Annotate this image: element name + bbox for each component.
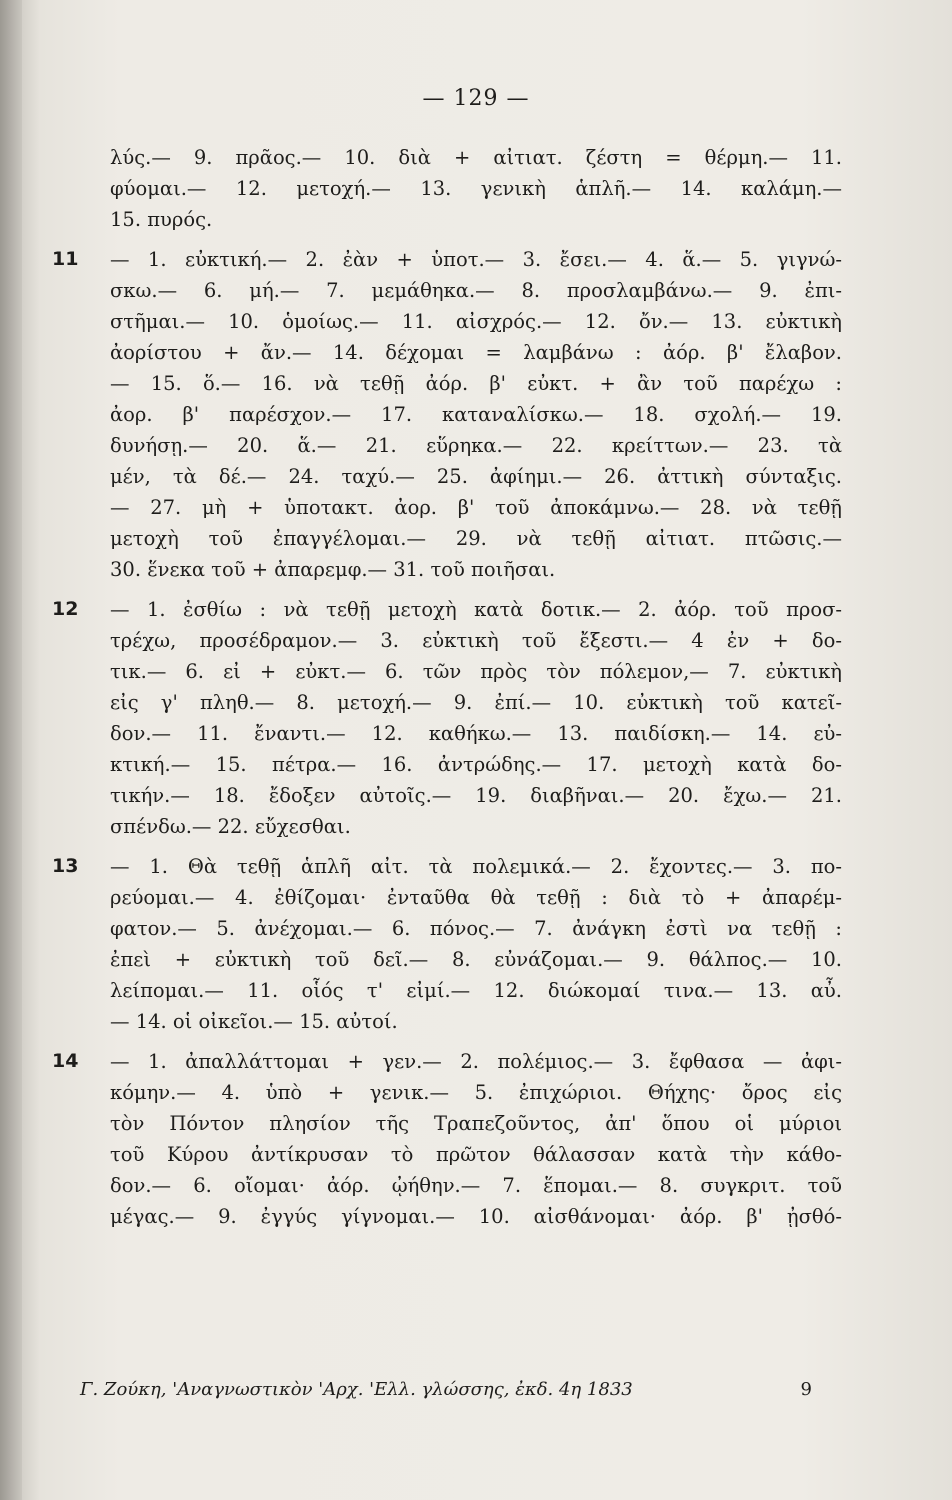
section-13 [52, 851, 842, 1037]
text-line: λύς.— 9. πρᾶος.— 10. διὰ + αἰτιατ. ζέστη = θέρμη.— 11. [110, 146, 842, 169]
text-line: — 27. μὴ + ὑποτακτ. ἀορ. β' τοῦ ἀποκάμνω.— 28. νὰ τεθῇ [110, 496, 842, 519]
section-14 [52, 1046, 842, 1232]
text-line: τικήν.— 18. ἔδοξεν αὐτοῖς.— 19. διαβῆναι.— 20. ἔχω.— 21. [110, 784, 842, 807]
text-line: εἰς γ' πληθ.— 8. μετοχή.— 9. ἐπί.— 10. εὐκτικὴ τοῦ κατεῖ- [110, 691, 842, 714]
text-line: στῆμαι.— 10. ὁμοίως.— 11. αἰσχρός.— 12. ὄν.— 13. εὐκτικὴ [110, 310, 842, 333]
section-12 [52, 594, 842, 842]
text-line: τὸν Πόντον πλησίον τῆς Τραπεζοῦντος, ἀπ' ὅπου οἱ μύριοι [110, 1112, 842, 1135]
text-line: κόμην.— 4. ὑπὸ + γενικ.— 5. ἐπιχώριοι. Θήχης· ὄρος εἰς [110, 1081, 842, 1104]
page-footer [80, 1374, 812, 1405]
text-line: κτική.— 15. πέτρα.— 16. ἀντρώδης.— 17. μετοχὴ κατὰ δο- [110, 753, 842, 776]
text-line: φύομαι.— 12. μετοχή.— 13. γενικὴ ἁπλῆ.— 14. καλάμη.— [110, 177, 842, 200]
text-line: ἐπεὶ + εὐκτικὴ τοῦ δεῖ.— 8. εὐνάζομαι.— 9. θάλπος.— 10. [110, 948, 842, 971]
text-line: δον.— 11. ἔναντι.— 12. καθήκω.— 13. παιδίσκη.— 14. εὐ- [110, 722, 842, 745]
section-number: 14 [52, 1050, 79, 1072]
text-line: — 1. Θὰ τεθῇ ἁπλῆ αἰτ. τὰ πολεμικά.— 2. ἔχοντες.— 3. πο- [110, 855, 842, 878]
footer-signature: Γ. Ζούκη, 'Αναγνωστικὸν 'Αρχ. 'Ελλ. γλώσσης, ἐκδ. 4η 1833 [80, 1379, 633, 1400]
text-line: μέγας.— 9. ἐγγύς γίγνομαι.— 10. αἰσθάνομαι· ἀόρ. β' ᾐσθό- [110, 1205, 842, 1228]
text-line: 30. ἕνεκα τοῦ + ἀπαρεμφ.— 31. τοῦ ποιῆσαι. [110, 558, 556, 581]
section-11 [52, 244, 842, 585]
text-line: ἀορίστου + ἄν.— 14. δέχομαι = λαμβάνω : ἀόρ. β' ἔλαβον. [110, 341, 842, 364]
text-line: φατον.— 5. ἀνέχομαι.— 6. πόνος.— 7. ἀνάγκη ἐστὶ να τεθῇ : [110, 917, 842, 940]
section-number: 12 [52, 598, 79, 620]
text-line: ρεύομαι.— 4. ἐθίζομαι· ἐνταῦθα θὰ τεθῇ : διὰ τὸ + ἀπαρέμ- [110, 886, 842, 909]
text-line: μέν, τὰ δέ.— 24. ταχύ.— 25. ἀφίημι.— 26. ἀττικὴ σύνταξις. [110, 465, 842, 488]
text-line: τικ.— 6. εἰ + εὐκτ.— 6. τῶν πρὸς τὸν πόλεμον,— 7. εὐκτικὴ [110, 660, 842, 683]
text-line: — 1. ἀπαλλάττομαι + γεν.— 2. πολέμιος.— 3. ἔφθασα — ἀφι- [110, 1050, 842, 1073]
text-line: δον.— 6. οἴομαι· ἀόρ. ᾠήθην.— 7. ἕπομαι.— 8. συγκριτ. τοῦ [110, 1174, 842, 1197]
text-line: — 14. οἱ οἰκεῖοι.— 15. αὐτοί. [110, 1010, 398, 1033]
text-line: σπένδω.— 22. εὔχεσθαι. [110, 815, 351, 838]
text-line: σκω.— 6. μή.— 7. μεμάθηκα.— 8. προσλαμβάνω.— 9. ἐπι- [110, 279, 842, 302]
footer-sheet-number: 9 [800, 1379, 812, 1400]
page-number: — 129 — [422, 86, 530, 111]
text-line: — 15. ὅ.— 16. νὰ τεθῇ ἀόρ. β' εὐκτ. + ἂν τοῦ παρέχω : [110, 372, 842, 395]
text-line: μετοχὴ τοῦ ἐπαγγέλομαι.— 29. νὰ τεθῇ αἰτιατ. πτῶσις.— [110, 527, 842, 550]
section-number: 11 [52, 248, 79, 270]
answer-key-text [52, 142, 842, 1241]
text-line: τοῦ Κύρου ἀντίκρυσαν τὸ πρῶτον θάλασσαν κατὰ τὴν κάθο- [110, 1143, 842, 1166]
text-line: — 1. εὐκτική.— 2. ἐὰν + ὑποτ.— 3. ἔσει.— 4. ἅ.— 5. γιγνώ- [110, 248, 842, 271]
text-line: 15. πυρός. [110, 208, 213, 231]
section-number: 13 [52, 855, 79, 877]
text-line: τρέχω, προσέδραμον.— 3. εὐκτικὴ τοῦ ἔξεστι.— 4 ἐν + δο- [110, 629, 842, 652]
intro-block [110, 142, 842, 235]
book-spine-shadow [0, 0, 22, 1500]
text-line: δυνήσῃ.— 20. ἅ.— 21. εὕρηκα.— 22. κρείττων.— 23. τὰ [110, 434, 842, 457]
text-line: ἀορ. β' παρέσχον.— 17. καταναλίσκω.— 18. σχολή.— 19. [110, 403, 842, 426]
text-line: — 1. ἐσθίω : νὰ τεθῇ μετοχὴ κατὰ δοτικ.— 2. ἀόρ. τοῦ προσ- [110, 598, 842, 621]
text-line: λείπομαι.— 11. οἷός τ' εἰμί.— 12. διώκομαί τινα.— 13. αὖ. [110, 979, 842, 1002]
